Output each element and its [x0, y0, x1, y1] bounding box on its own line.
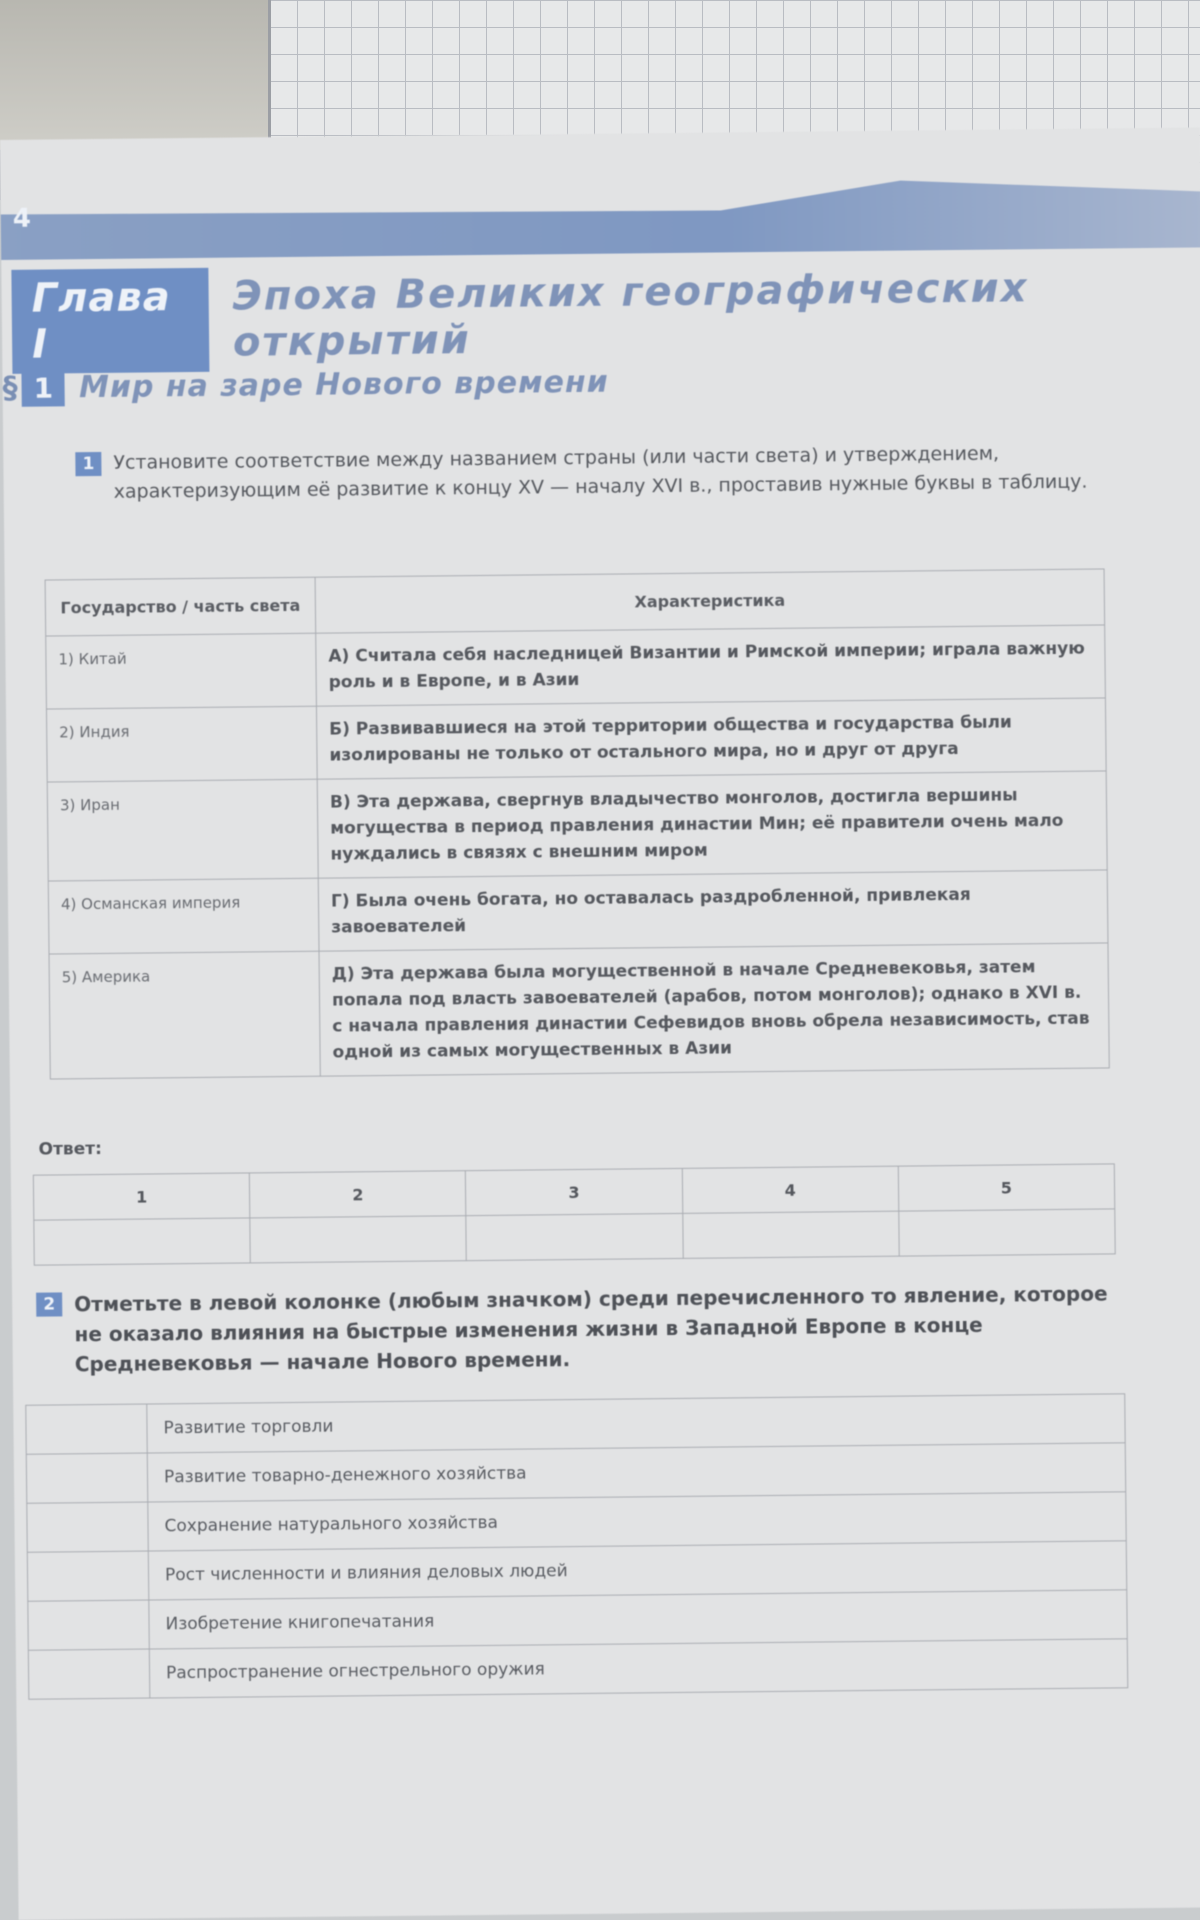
answer-table [33, 1163, 1116, 1265]
notebook-cover-shadow [0, 0, 270, 150]
phenomenon-item: Распространение огнестрельного оружия [149, 1639, 1127, 1698]
characteristic-cell: Б) Развивавшиеся на этой территории общества и государства были изолированы не только от остального мира, но и друг от друга [316, 698, 1106, 779]
mark-cell[interactable] [28, 1600, 150, 1650]
answer-col-header: 1 [33, 1173, 250, 1220]
task-2-prompt [36, 1278, 1127, 1379]
table-row [28, 1639, 1127, 1700]
table-row [46, 625, 1106, 709]
answer-label: Ответ: [38, 1138, 102, 1160]
answer-cell[interactable] [34, 1218, 251, 1265]
answer-col-header: 4 [682, 1166, 899, 1213]
answer-col-header: 3 [466, 1168, 683, 1215]
mark-cell[interactable] [26, 1404, 148, 1454]
task-1-number: 1 [75, 452, 101, 476]
answer-cell[interactable] [682, 1211, 899, 1258]
phenomenon-item: Сохранение натурального хозяйства [148, 1492, 1126, 1551]
characteristic-cell: В) Эта держава, свергнув владычество монголов, достигла вершины могущества в период правления династии Мин; её правители очень мало нуждались в связях с внешним миром [317, 771, 1107, 878]
characteristic-cell: А) Считала себя наследницей Византии и Римской империи; играла важную роль и в Европе, и в Азии [316, 625, 1106, 706]
answer-col-header: 5 [898, 1164, 1115, 1211]
mark-cell[interactable] [26, 1453, 148, 1503]
answer-cell[interactable] [466, 1213, 683, 1260]
state-cell: 2) Индия [46, 706, 317, 782]
chapter-heading [11, 257, 1200, 373]
workbook-page [0, 127, 1200, 1919]
mark-cell[interactable] [27, 1502, 149, 1552]
table-row [47, 771, 1107, 881]
task-2-number: 2 [36, 1292, 62, 1316]
mark-cell[interactable] [27, 1551, 149, 1601]
task-1-text: Установите соответствие между названием страны (или части света) и утверждением, характеризующим её развитие к концу XV — началу XVI в., проставив нужные буквы в таблицу. [113, 442, 1088, 503]
header-band [1, 177, 1200, 260]
page-number: 4 [12, 203, 32, 234]
header-state: Государство / часть света [45, 577, 316, 636]
section-heading [2, 364, 608, 407]
characteristic-cell: Д) Эта держава была могущественной в начале Средневековья, затем попала под власть завоевателей (арабов, потом монголов); однако в XVI в. с начала правления династии Сефевидов вновь обрела независимость, став одной из самых могущественных в Азии [319, 943, 1109, 1076]
characteristic-cell: Г) Была очень богата, но оставалась раздробленной, привлекая завоевателей [318, 870, 1108, 951]
phenomenon-item: Развитие торговли [147, 1394, 1125, 1453]
phenomena-table [25, 1393, 1128, 1700]
state-cell: 3) Иран [47, 779, 318, 881]
section-title: Мир на заре Нового времени [78, 364, 609, 406]
matching-table [45, 568, 1110, 1079]
chapter-title: Эпоха Великих географических открытий [232, 265, 1029, 366]
task-2-text: Отметьте в левой колонке (любым значком) среди перечисленного то явление, которое не оказало влияния на быстрые изменения жизни в Западной Европе в конце Средневековья — начале Нового времени. [74, 1281, 1108, 1377]
mark-cell[interactable] [28, 1649, 150, 1699]
phenomenon-item: Рост численности и влияния деловых людей [148, 1541, 1126, 1600]
state-cell: 4) Османская империя [48, 878, 319, 954]
answer-col-header: 2 [250, 1171, 467, 1218]
phenomenon-item: Развитие товарно-денежного хозяйства [147, 1443, 1125, 1502]
section-number: 1 [21, 369, 65, 406]
answer-cell[interactable] [250, 1216, 467, 1263]
table-row [49, 943, 1109, 1079]
table-row [48, 870, 1108, 954]
task-1-prompt [75, 439, 1096, 508]
state-cell: 1) Китай [46, 633, 317, 709]
section-mark: § [2, 370, 18, 406]
phenomenon-item: Изобретение книгопечатания [149, 1590, 1127, 1649]
notebook-margin-line [268, 0, 271, 150]
answer-cell[interactable] [899, 1209, 1116, 1256]
state-cell: 5) Америка [49, 951, 320, 1079]
chapter-label: Глава I [11, 268, 209, 374]
header-characteristic: Характеристика [315, 569, 1105, 633]
table-row [46, 698, 1106, 782]
